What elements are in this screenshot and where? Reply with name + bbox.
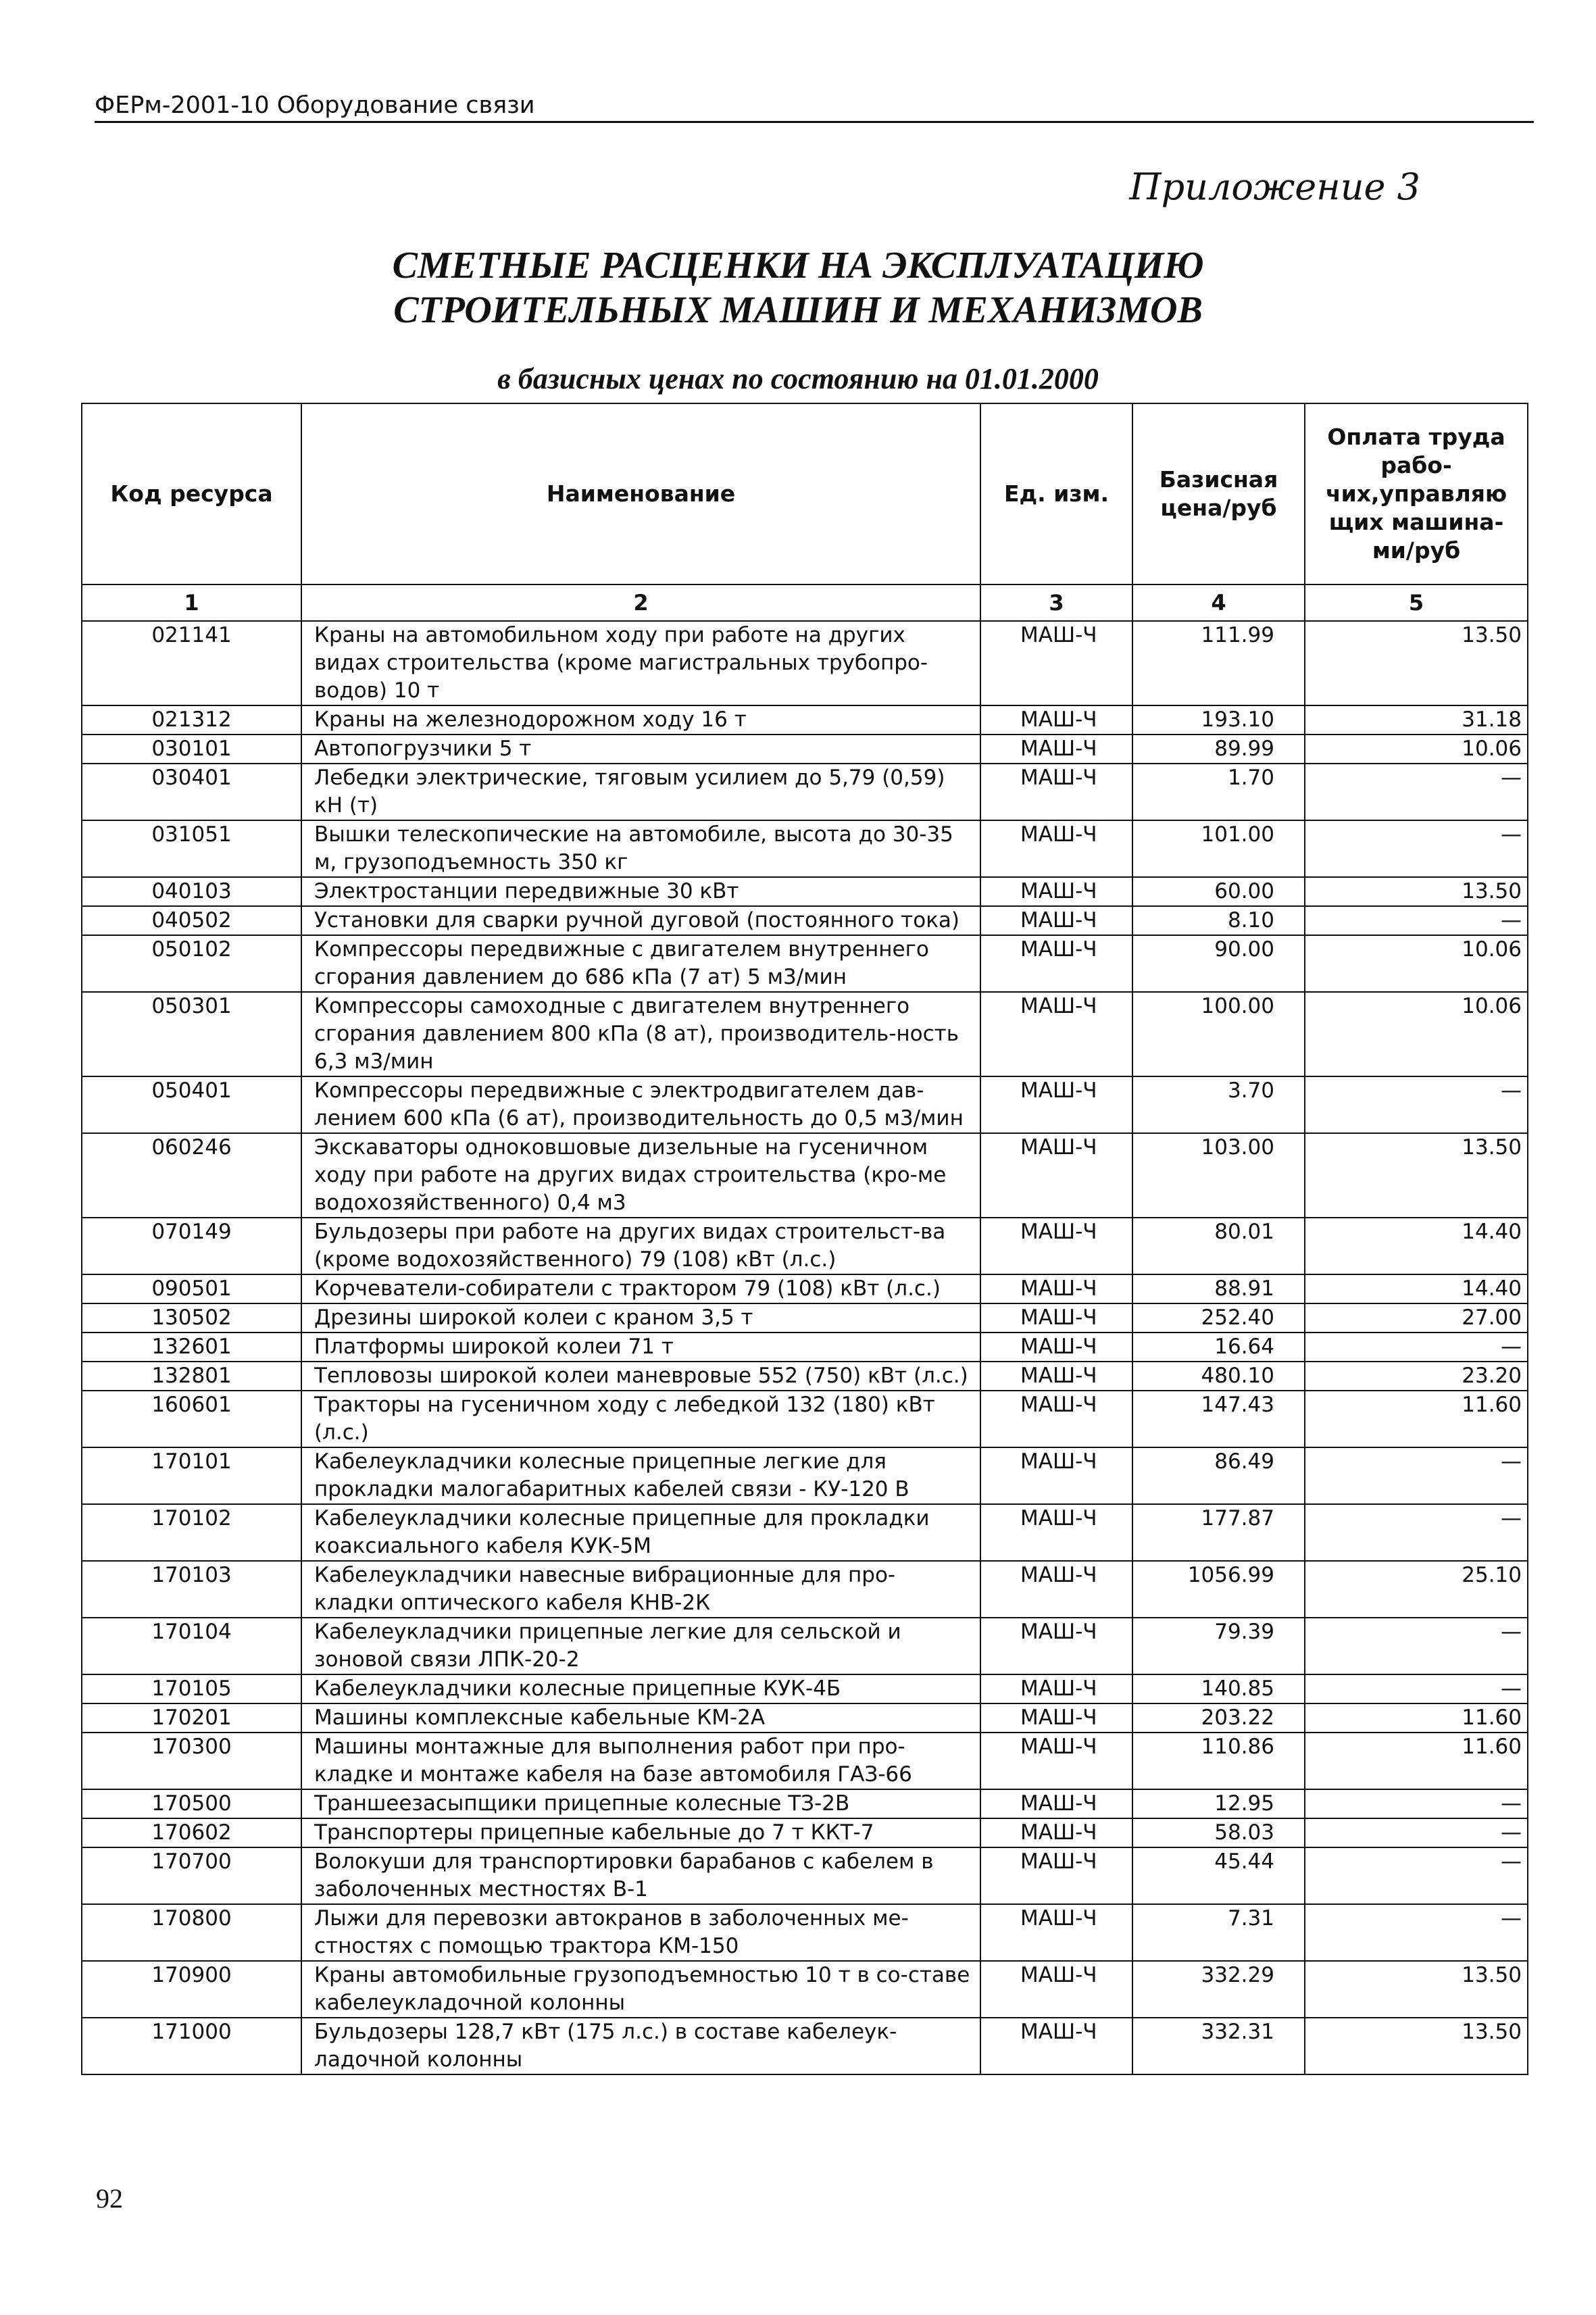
- cell-resource-code: 040103: [82, 877, 301, 906]
- cell-name: Тракторы на гусеничном ходу с лебедкой 132 (180) кВт (л.с.): [301, 1391, 980, 1447]
- cell-base-price: 103.00: [1132, 1133, 1305, 1218]
- cell-base-price: 101.00: [1132, 820, 1305, 877]
- table-row: [82, 1303, 1528, 1333]
- cell-name: Тепловозы широкой колеи маневровые 552 (750) кВт (л.с.): [301, 1362, 980, 1391]
- table-row: [82, 1618, 1528, 1674]
- cell-base-price: 100.00: [1132, 992, 1305, 1076]
- cell-resource-code: 021312: [82, 705, 301, 735]
- cell-base-price: 1.70: [1132, 764, 1305, 820]
- cell-unit: МАШ-Ч: [980, 705, 1132, 735]
- cell-labor-cost: —: [1305, 1504, 1528, 1561]
- cell-unit: МАШ-Ч: [980, 1362, 1132, 1391]
- cell-resource-code: 170300: [82, 1733, 301, 1789]
- title-line-1: СМЕТНЫЕ РАСЦЕНКИ НА ЭКСПЛУАТАЦИЮ: [392, 245, 1204, 287]
- cell-base-price: 90.00: [1132, 935, 1305, 992]
- table-row: [82, 1789, 1528, 1818]
- cell-base-price: 177.87: [1132, 1504, 1305, 1561]
- cell-name: Электростанции передвижные 30 кВт: [301, 877, 980, 906]
- cell-resource-code: 170900: [82, 1961, 301, 2018]
- cell-labor-cost: 10.06: [1305, 992, 1528, 1076]
- cell-base-price: 16.64: [1132, 1333, 1305, 1362]
- cell-name: Кабелеукладчики навесные вибрационные для про-кладки оптического кабеля КНВ-2К: [301, 1561, 980, 1618]
- table-row: [82, 1076, 1528, 1133]
- cell-name: Волокуши для транспортировки барабанов с кабелем в заболоченных местностях В-1: [301, 1847, 980, 1904]
- table-row: [82, 1133, 1528, 1218]
- table-row: [82, 935, 1528, 992]
- cell-name: Краны на автомобильном ходу при работе на других видах строительства (кроме магистральных трубопро-водов) 10 т: [301, 621, 980, 705]
- table-row: [82, 705, 1528, 735]
- cell-labor-cost: 25.10: [1305, 1561, 1528, 1618]
- cell-base-price: 110.86: [1132, 1733, 1305, 1789]
- cell-resource-code: 030101: [82, 735, 301, 764]
- cell-base-price: 193.10: [1132, 705, 1305, 735]
- cell-resource-code: 170700: [82, 1847, 301, 1904]
- cell-name: Машины монтажные для выполнения работ при про-кладке и монтаже кабеля на базе автомобиля ГАЗ-66: [301, 1733, 980, 1789]
- cell-unit: МАШ-Ч: [980, 1447, 1132, 1504]
- table-row: [82, 1218, 1528, 1274]
- cell-unit: МАШ-Ч: [980, 1391, 1132, 1447]
- header-base-price: Базисная цена/руб: [1132, 403, 1305, 584]
- cell-resource-code: 130502: [82, 1303, 301, 1333]
- cell-base-price: 79.39: [1132, 1618, 1305, 1674]
- cell-name: Бульдозеры при работе на других видах строительст-ва (кроме водохозяйственного) 79 (108) кВт (л.с.): [301, 1218, 980, 1274]
- cell-base-price: 80.01: [1132, 1218, 1305, 1274]
- cell-unit: МАШ-Ч: [980, 1818, 1132, 1847]
- cell-name: Дрезины широкой колеи с краном 3,5 т: [301, 1303, 980, 1333]
- cell-name: Краны на железнодорожном ходу 16 т: [301, 705, 980, 735]
- cell-unit: МАШ-Ч: [980, 1133, 1132, 1218]
- cell-unit: МАШ-Ч: [980, 1847, 1132, 1904]
- cell-labor-cost: 23.20: [1305, 1362, 1528, 1391]
- cell-resource-code: 021141: [82, 621, 301, 705]
- cell-unit: МАШ-Ч: [980, 1218, 1132, 1274]
- cell-labor-cost: —: [1305, 1818, 1528, 1847]
- cell-name: Бульдозеры 128,7 кВт (175 л.с.) в составе кабелеук-ладочной колонны: [301, 2018, 980, 2074]
- cell-base-price: 203.22: [1132, 1703, 1305, 1733]
- cell-unit: МАШ-Ч: [980, 1733, 1132, 1789]
- cell-labor-cost: 31.18: [1305, 705, 1528, 735]
- cell-name: Установки для сварки ручной дуговой (постоянного тока): [301, 906, 980, 935]
- cell-resource-code: 170602: [82, 1818, 301, 1847]
- cell-unit: МАШ-Ч: [980, 621, 1132, 705]
- cell-unit: МАШ-Ч: [980, 1561, 1132, 1618]
- rates-table: [81, 403, 1528, 2075]
- cell-name: Компрессоры передвижные с двигателем внутреннего сгорания давлением до 686 кПа (7 ат) 5 м3/мин: [301, 935, 980, 992]
- cell-base-price: 45.44: [1132, 1847, 1305, 1904]
- cell-labor-cost: —: [1305, 764, 1528, 820]
- cell-unit: МАШ-Ч: [980, 1076, 1132, 1133]
- cell-name: Кабелеукладчики колесные прицепные КУК-4Б: [301, 1674, 980, 1703]
- cell-unit: МАШ-Ч: [980, 735, 1132, 764]
- cell-base-price: 89.99: [1132, 735, 1305, 764]
- cell-resource-code: 170201: [82, 1703, 301, 1733]
- table-row: [82, 764, 1528, 820]
- table-row: [82, 1447, 1528, 1504]
- cell-labor-cost: —: [1305, 1904, 1528, 1961]
- cell-name: Транспортеры прицепные кабельные до 7 т ККТ-7: [301, 1818, 980, 1847]
- table-row: [82, 1391, 1528, 1447]
- cell-name: Платформы широкой колеи 71 т: [301, 1333, 980, 1362]
- cell-labor-cost: 11.60: [1305, 1733, 1528, 1789]
- cell-labor-cost: 13.50: [1305, 877, 1528, 906]
- column-number: 1: [82, 584, 301, 621]
- header-resource-code: Код ресурса: [82, 403, 301, 584]
- cell-resource-code: 060246: [82, 1133, 301, 1218]
- cell-resource-code: 160601: [82, 1391, 301, 1447]
- cell-name: Компрессоры передвижные с электродвигателем дав-лением 600 кПа (6 ат), производительность до 0,5 м3/мин: [301, 1076, 980, 1133]
- cell-resource-code: 050301: [82, 992, 301, 1076]
- cell-base-price: 3.70: [1132, 1076, 1305, 1133]
- cell-base-price: 140.85: [1132, 1674, 1305, 1703]
- cell-unit: МАШ-Ч: [980, 1504, 1132, 1561]
- column-number: 4: [1132, 584, 1305, 621]
- cell-unit: МАШ-Ч: [980, 877, 1132, 906]
- cell-resource-code: 170105: [82, 1674, 301, 1703]
- header-unit: Ед. изм.: [980, 403, 1132, 584]
- cell-name: Компрессоры самоходные с двигателем внутреннего сгорания давлением 800 кПа (8 ат), производитель-ность 6,3 м3/мин: [301, 992, 980, 1076]
- cell-labor-cost: 11.60: [1305, 1391, 1528, 1447]
- cell-resource-code: 070149: [82, 1218, 301, 1274]
- table-row: [82, 1274, 1528, 1303]
- cell-labor-cost: —: [1305, 1847, 1528, 1904]
- cell-resource-code: 132801: [82, 1362, 301, 1391]
- cell-unit: МАШ-Ч: [980, 935, 1132, 992]
- cell-labor-cost: 14.40: [1305, 1218, 1528, 1274]
- cell-name: Лебедки электрические, тяговым усилием до 5,79 (0,59) кН (т): [301, 764, 980, 820]
- cell-unit: МАШ-Ч: [980, 1303, 1132, 1333]
- appendix-label: Приложение 3: [1129, 166, 1420, 208]
- cell-base-price: 58.03: [1132, 1818, 1305, 1847]
- table-row: [82, 906, 1528, 935]
- document-title: [0, 243, 1596, 332]
- page-header: ФЕРм-2001-10 Оборудование связи: [95, 88, 1534, 123]
- column-number-row: [82, 584, 1528, 621]
- cell-resource-code: 050401: [82, 1076, 301, 1133]
- cell-unit: МАШ-Ч: [980, 1674, 1132, 1703]
- cell-resource-code: 090501: [82, 1274, 301, 1303]
- table-row: [82, 1904, 1528, 1961]
- cell-resource-code: 170104: [82, 1618, 301, 1674]
- cell-name: Экскаваторы одноковшовые дизельные на гусеничном ходу при работе на других видах строительства (кро-ме водохозяйственного) 0,4 м3: [301, 1133, 980, 1218]
- cell-labor-cost: 14.40: [1305, 1274, 1528, 1303]
- cell-resource-code: 040502: [82, 906, 301, 935]
- cell-base-price: 252.40: [1132, 1303, 1305, 1333]
- cell-unit: МАШ-Ч: [980, 1703, 1132, 1733]
- cell-labor-cost: 27.00: [1305, 1303, 1528, 1333]
- cell-name: Автопогрузчики 5 т: [301, 735, 980, 764]
- header-labor-cost: Оплата труда рабо-чих,управляю щих машина-ми/руб: [1305, 403, 1528, 584]
- cell-base-price: 60.00: [1132, 877, 1305, 906]
- column-number: 2: [301, 584, 980, 621]
- cell-name: Кабелеукладчики колесные прицепные для прокладки коаксиального кабеля КУК-5М: [301, 1504, 980, 1561]
- cell-resource-code: 050102: [82, 935, 301, 992]
- cell-labor-cost: —: [1305, 906, 1528, 935]
- table-row: [82, 1674, 1528, 1703]
- cell-name: Кабелеукладчики прицепные легкие для сельской и зоновой связи ЛПК-20-2: [301, 1618, 980, 1674]
- table-row: [82, 1818, 1528, 1847]
- table-row: [82, 1333, 1528, 1362]
- cell-labor-cost: 11.60: [1305, 1703, 1528, 1733]
- table-row: [82, 1847, 1528, 1904]
- cell-name: Машины комплексные кабельные КМ-2А: [301, 1703, 980, 1733]
- cell-unit: МАШ-Ч: [980, 906, 1132, 935]
- cell-labor-cost: —: [1305, 1076, 1528, 1133]
- cell-resource-code: 170103: [82, 1561, 301, 1618]
- table-row: [82, 1961, 1528, 2018]
- cell-labor-cost: 10.06: [1305, 735, 1528, 764]
- cell-unit: МАШ-Ч: [980, 1789, 1132, 1818]
- table-row: [82, 1733, 1528, 1789]
- cell-name: Вышки телескопические на автомобиле, высота до 30-35 м, грузоподъемность 350 кг: [301, 820, 980, 877]
- cell-unit: МАШ-Ч: [980, 1274, 1132, 1303]
- cell-unit: МАШ-Ч: [980, 1333, 1132, 1362]
- cell-base-price: 7.31: [1132, 1904, 1305, 1961]
- cell-base-price: 147.43: [1132, 1391, 1305, 1447]
- cell-unit: МАШ-Ч: [980, 764, 1132, 820]
- document-subtitle: в базисных ценах по состоянию на 01.01.2000: [497, 362, 1099, 395]
- cell-name: Корчеватели-собиратели с трактором 79 (108) кВт (л.с.): [301, 1274, 980, 1303]
- cell-resource-code: 170101: [82, 1447, 301, 1504]
- cell-labor-cost: —: [1305, 1333, 1528, 1362]
- cell-labor-cost: 10.06: [1305, 935, 1528, 992]
- header-name: Наименование: [301, 403, 980, 584]
- cell-labor-cost: —: [1305, 1789, 1528, 1818]
- cell-unit: МАШ-Ч: [980, 1618, 1132, 1674]
- cell-name: Кабелеукладчики колесные прицепные легкие для прокладки малогабаритных кабелей связи - КУ-120 В: [301, 1447, 980, 1504]
- cell-unit: МАШ-Ч: [980, 992, 1132, 1076]
- column-number: 5: [1305, 584, 1528, 621]
- cell-labor-cost: 13.50: [1305, 621, 1528, 705]
- table-row: [82, 992, 1528, 1076]
- title-line-2: СТРОИТЕЛЬНЫХ МАШИН И МЕХАНИЗМОВ: [393, 289, 1203, 331]
- table-body: [82, 621, 1528, 2074]
- column-number: 3: [980, 584, 1132, 621]
- cell-base-price: 12.95: [1132, 1789, 1305, 1818]
- cell-resource-code: 031051: [82, 820, 301, 877]
- cell-labor-cost: —: [1305, 820, 1528, 877]
- cell-labor-cost: 13.50: [1305, 2018, 1528, 2074]
- cell-labor-cost: 13.50: [1305, 1961, 1528, 2018]
- cell-name: Траншеезасыпщики прицепные колесные ТЗ-2В: [301, 1789, 980, 1818]
- cell-name: Краны автомобильные грузоподъемностью 10 т в со-ставе кабелеукладочной колонны: [301, 1961, 980, 2018]
- table-row: [82, 2018, 1528, 2074]
- table-row: [82, 621, 1528, 705]
- cell-resource-code: 170102: [82, 1504, 301, 1561]
- cell-name: Лыжи для перевозки автокранов в заболоченных ме-стностях с помощью трактора КМ-150: [301, 1904, 980, 1961]
- cell-base-price: 86.49: [1132, 1447, 1305, 1504]
- cell-unit: МАШ-Ч: [980, 1904, 1132, 1961]
- table-row: [82, 735, 1528, 764]
- cell-unit: МАШ-Ч: [980, 820, 1132, 877]
- cell-base-price: 332.31: [1132, 2018, 1305, 2074]
- table-row: [82, 877, 1528, 906]
- cell-resource-code: 171000: [82, 2018, 301, 2074]
- cell-resource-code: 170500: [82, 1789, 301, 1818]
- cell-base-price: 332.29: [1132, 1961, 1305, 2018]
- table-row: [82, 1362, 1528, 1391]
- cell-unit: МАШ-Ч: [980, 1961, 1132, 2018]
- cell-labor-cost: —: [1305, 1618, 1528, 1674]
- page-number: 92: [96, 2183, 123, 2214]
- table-row: [82, 1504, 1528, 1561]
- cell-base-price: 8.10: [1132, 906, 1305, 935]
- table-header-row: [82, 403, 1528, 584]
- cell-resource-code: 030401: [82, 764, 301, 820]
- table-row: [82, 820, 1528, 877]
- cell-labor-cost: —: [1305, 1447, 1528, 1504]
- table-row: [82, 1561, 1528, 1618]
- cell-unit: МАШ-Ч: [980, 2018, 1132, 2074]
- cell-resource-code: 132601: [82, 1333, 301, 1362]
- cell-resource-code: 170800: [82, 1904, 301, 1961]
- cell-labor-cost: —: [1305, 1674, 1528, 1703]
- cell-base-price: 111.99: [1132, 621, 1305, 705]
- cell-base-price: 480.10: [1132, 1362, 1305, 1391]
- table-row: [82, 1703, 1528, 1733]
- cell-base-price: 88.91: [1132, 1274, 1305, 1303]
- cell-base-price: 1056.99: [1132, 1561, 1305, 1618]
- cell-labor-cost: 13.50: [1305, 1133, 1528, 1218]
